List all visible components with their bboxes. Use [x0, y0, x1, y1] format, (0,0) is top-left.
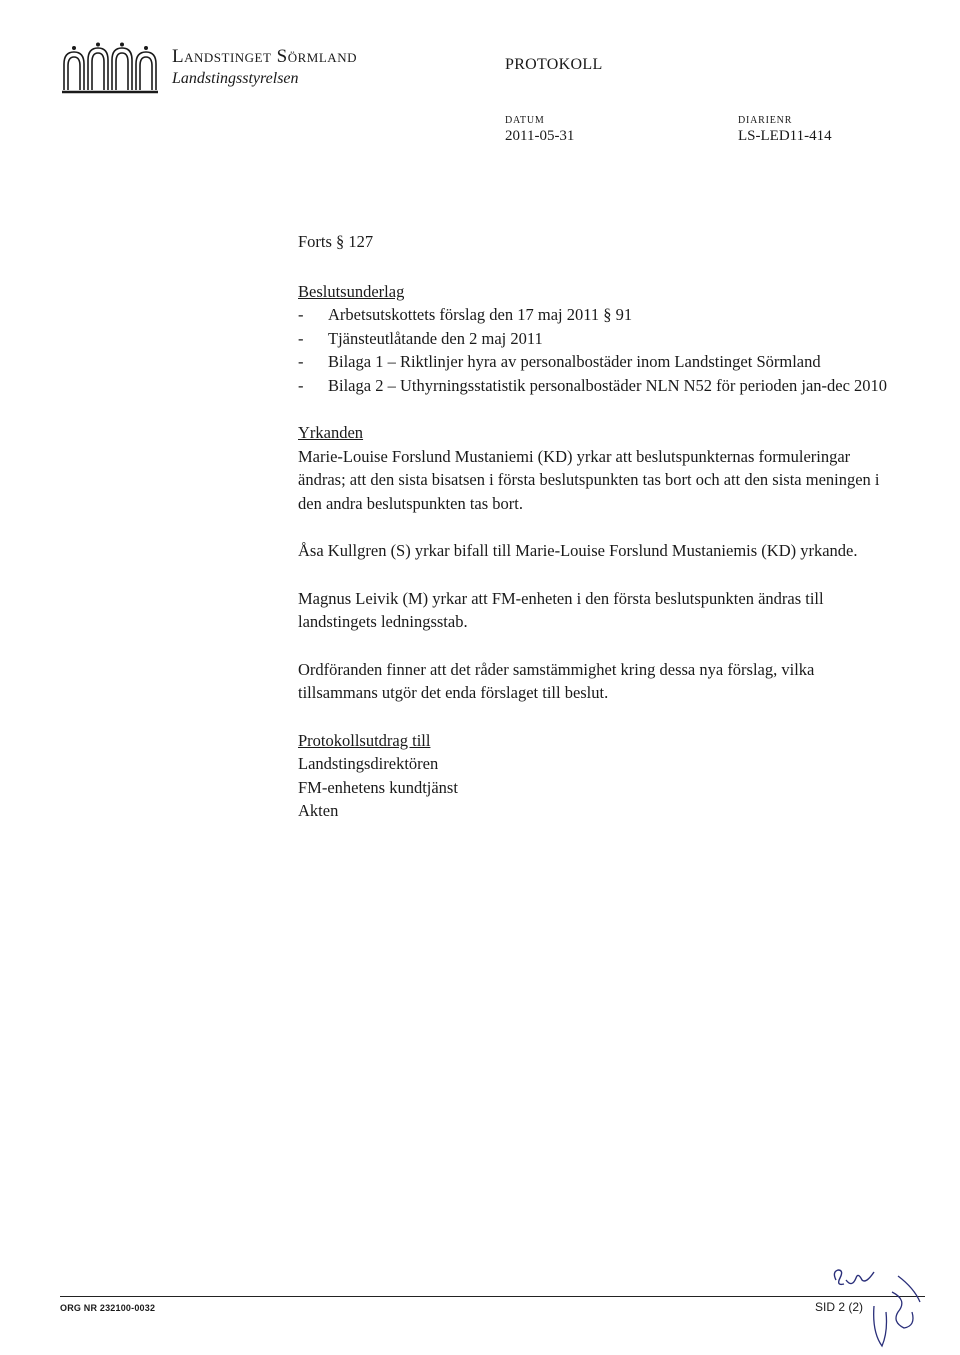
landstinget-crown-logo	[60, 42, 160, 94]
datum-value: 2011-05-31	[505, 128, 575, 144]
diarienr-label: DIARIENR	[738, 115, 793, 126]
org-number: ORG NR 232100-0032	[60, 1303, 156, 1313]
yrkande-paragraph-2: Åsa Kullgren (S) yrkar bifall till Marie-Louise Forslund Mustaniemis (KD) yrkande.	[298, 541, 858, 560]
yrkanden-heading: Yrkanden	[298, 423, 364, 442]
datum-label: DATUM	[505, 115, 545, 126]
ordforanden-paragraph: Ordföranden finner att det råder samstämmighet kring dessa nya förslag, vilka tillsammans utgör det enda förslaget till beslut.	[298, 659, 815, 702]
page-number: SID 2 (2)	[815, 1300, 864, 1314]
beslutsunderlag-list	[298, 303, 898, 397]
recipient: FM-enhetens kundtjänst	[298, 777, 458, 797]
yrkande-paragraph-1: Marie-Louise Forslund Mustaniemi (KD) yrkar att beslutspunkternas formuleringar ändras; att den sista bisatsen i första beslutspunkten tas bort och att den sista meningen i den andra beslutspunkten tas bort.	[298, 446, 880, 513]
list-item: - Tjänsteutlåtande den 2 maj 2011	[298, 328, 543, 348]
protokollsutdrag-heading: Protokollsutdrag till	[298, 730, 431, 750]
document-type: PROTOKOLL	[505, 56, 603, 73]
list-item: - Arbetsutskottets förslag den 17 maj 2011 § 91	[298, 305, 633, 324]
footer-divider	[60, 1296, 925, 1297]
org-name: Landstinget Sörmland	[172, 46, 357, 67]
recipient: Landstingsdirektören	[298, 754, 439, 773]
diarienr-value: LS-LED11-414	[738, 128, 832, 144]
org-subtitle: Landstingsstyrelsen	[172, 70, 299, 87]
yrkande-paragraph-3: Magnus Leivik (M) yrkar att FM-enheten i den första beslutspunkten ändras till landstingets ledningsstab.	[298, 588, 824, 631]
handwritten-signature	[868, 1272, 928, 1352]
paragraph-reference: Forts § 127	[298, 232, 374, 251]
recipient: Akten	[298, 801, 339, 820]
list-item: - Bilaga 1 – Riktlinjer hyra av personalbostäder inom Landstinget Sörmland	[298, 352, 821, 371]
beslutsunderlag-heading: Beslutsunderlag	[298, 281, 405, 301]
list-item: - Bilaga 2 – Uthyrningsstatistik personalbostäder NLN N52 för perioden jan-dec 2010	[298, 375, 888, 395]
protocol-body	[298, 230, 898, 823]
